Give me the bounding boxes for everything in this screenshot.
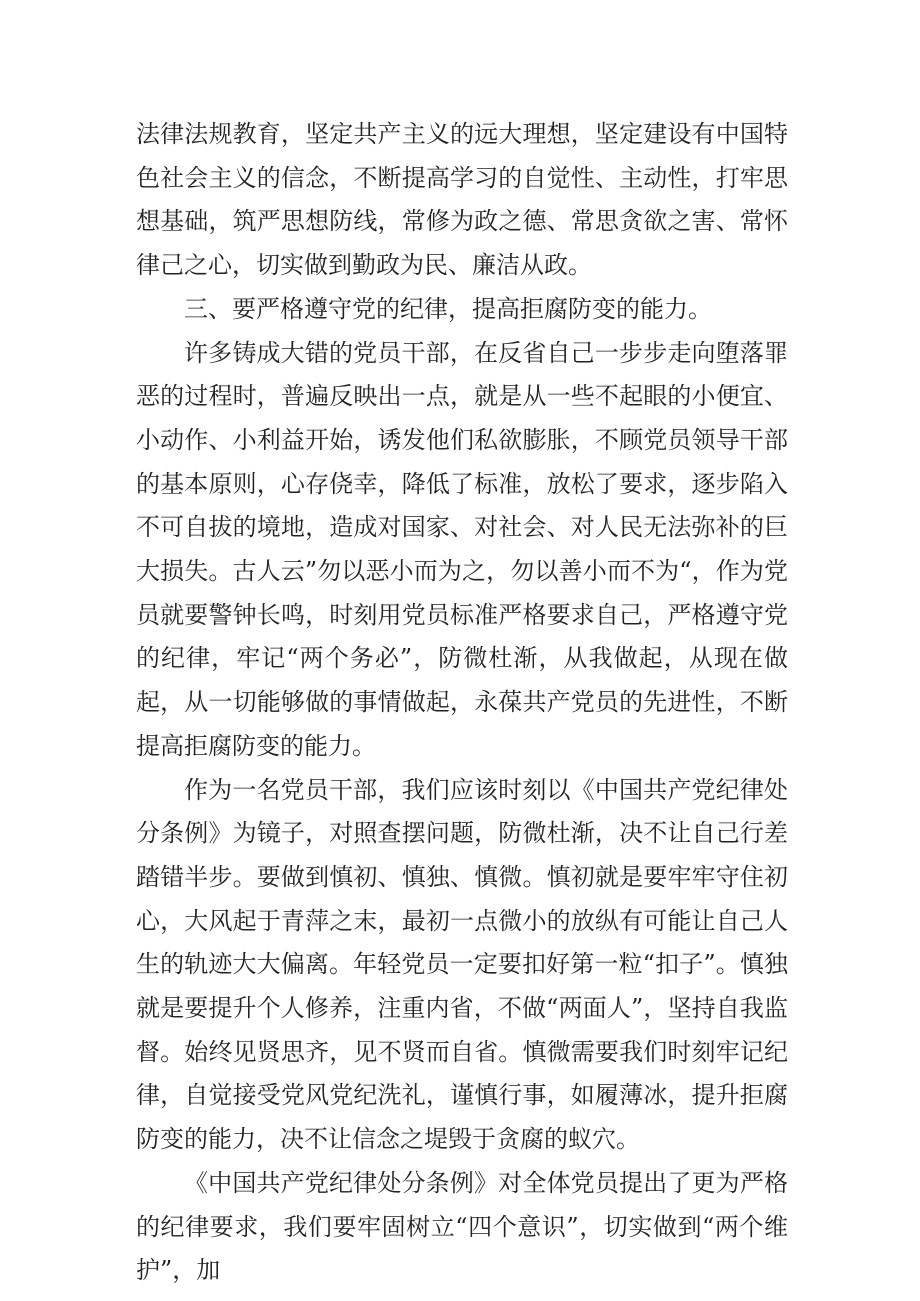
section-heading: 三、要严格遵守党的纪律，提高拒腐防变的能力。 [184,294,712,323]
paragraph-continuation: 法律法规教育，坚定共产主义的远大理想，坚定建设有中国特色社会主义的信念，不断提高学习的自觉性、主动性，打牢思想基础，筑严思想防线，常修为政之德、常思贪欲之害、常怀律己之心，切实做到勤政为民、廉洁从政。 [136,120,788,280]
paragraph: 许多铸成大错的党员干部，在反省自己一步步走向堕落罪恶的过程时，普遍反映出一点，就是从一些不起眼的小便宜、小动作、小利益开始，诱发他们私欲膨胀，不顾党员领导干部的基本原则，心存侥幸，降低了标准，放松了要求，逐步陷入不可自拔的境地，造成对国家、对社会、对人民无法弥补的巨大损失。古人云”勿以恶小而为之，勿以善小而不为“，作为党员就要警钟长鸣，时刻用党员标准严格要求自己，严格遵守党的纪律，牢记“两个务必”，防微杜渐，从我做起，从现在做起，从一切能够做的事情做起，永葆共产党员的先进性，不断提高拒腐防变的能力。 [136,338,788,760]
paragraph: 作为一名党员干部，我们应该时刻以《中国共产党纪律处分条例》为镜子，对照查摆问题，防微杜渐，决不让自己行差踏错半步。要做到慎初、慎独、慎微。慎初就是要牢牢守住初心，大风起于青萍之末，最初一点微小的放纵有可能让自己人生的轨迹大大偏离。年轻党员一定要扣好第一粒“扣子”。慎独就是要提升个人修养，注重内省，不做“两面人”，坚持自我监督。始终见贤思齐，见不贤而自省。慎微需要我们时刻牢记纪律，自觉接受党风党纪洗礼，谨慎行事，如履薄冰，提升拒腐防变的能力，决不让信念之堤毁于贪腐的蚁穴。 [136,775,788,1154]
document-body [136,113,788,1293]
paragraph: 《中国共产党纪律处分条例》对全体党员提出了更为严格的纪律要求，我们要牢固树立“四个意识”，切实做到“两个维护”，加 [136,1168,788,1285]
